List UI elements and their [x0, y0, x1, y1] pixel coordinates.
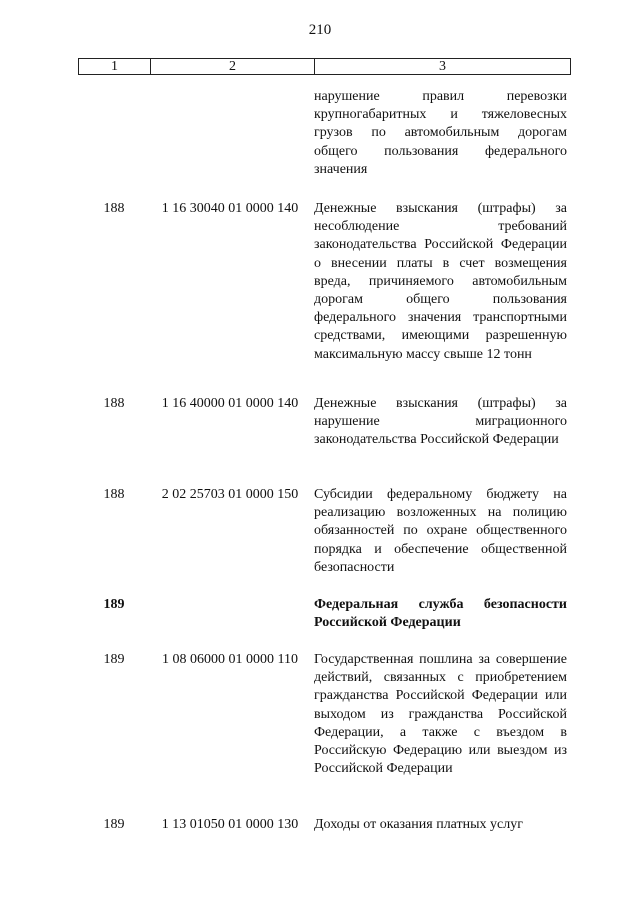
- revenue-description: Денежные взыскания (штрафы) за нарушение миграционного законодательства Российской Федерации: [314, 396, 567, 448]
- admin-code: 189: [103, 652, 125, 667]
- header-col-3: 3: [314, 59, 571, 74]
- admin-code: 189: [103, 597, 125, 612]
- section-title: Федеральная служба безопасности Российской Федерации: [314, 597, 567, 631]
- revenue-code: 1 13 01050 01 0000 130: [161, 817, 299, 832]
- header-col-2: 2: [150, 59, 314, 74]
- revenue-description: нарушение правил перевозки крупногабаритных и тяжеловесных грузов по автомобильным дорогам общего пользования федерального значения: [314, 89, 567, 177]
- admin-code: 188: [103, 396, 125, 411]
- page-number: 210: [308, 22, 332, 38]
- admin-code: 188: [103, 487, 125, 502]
- header-col-1: 1: [78, 59, 150, 74]
- admin-code: 188: [103, 201, 125, 216]
- revenue-code: 1 08 06000 01 0000 110: [162, 652, 298, 667]
- admin-code: 189: [103, 817, 125, 832]
- revenue-code: 1 16 30040 01 0000 140: [161, 201, 299, 216]
- revenue-description: Денежные взыскания (штрафы) за несоблюдение требований законодательства Российской Федерации о внесении платы в счет возмещения вреда, причиняемого автомобильным дорогам общего пользования федерального значения транспортными средствами, имеющими разрешенную максимальную массу свыше 12 тонн: [314, 201, 567, 362]
- table-header: [78, 58, 571, 75]
- revenue-description: Государственная пошлина за совершение действий, связанных с приобретением гражданства Российской Федерации или выходом из гражданства Российской Федерации, а также с въездом в Российскую Федерацию или выездом из Российской Федерации: [314, 652, 567, 777]
- revenue-description: Доходы от оказания платных услуг: [314, 817, 523, 832]
- revenue-code: 1 16 40000 01 0000 140: [161, 396, 299, 411]
- revenue-description: Субсидии федеральному бюджету на реализацию возложенных на полицию обязанностей по охране общественного порядка и обеспечение общественной безопасности: [314, 487, 567, 575]
- revenue-code: 2 02 25703 01 0000 150: [161, 487, 299, 502]
